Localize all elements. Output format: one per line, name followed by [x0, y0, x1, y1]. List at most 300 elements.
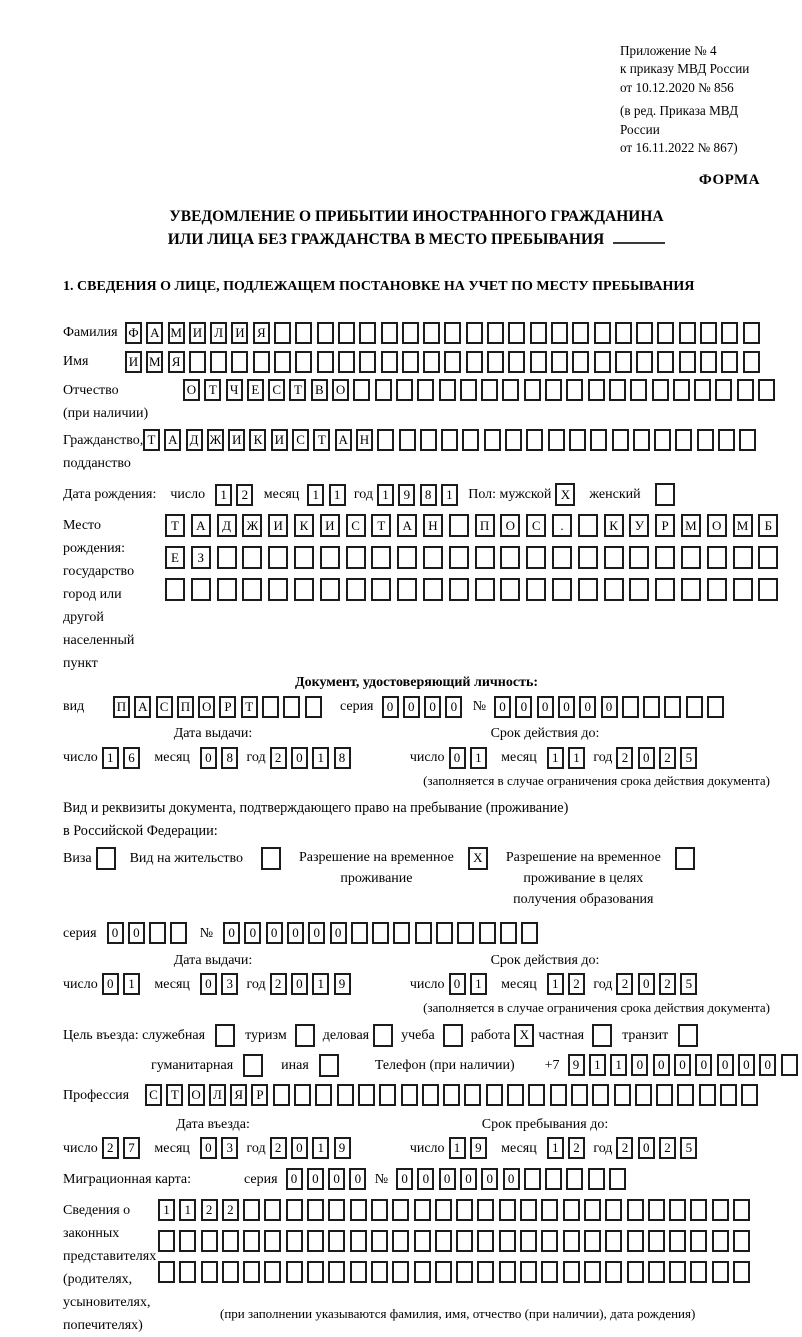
char-box[interactable] — [268, 578, 288, 601]
char-box[interactable] — [359, 322, 376, 344]
char-box[interactable] — [466, 351, 483, 373]
char-box[interactable] — [392, 1230, 409, 1252]
char-box[interactable] — [550, 1084, 567, 1106]
char-box[interactable] — [464, 1084, 481, 1106]
char-box[interactable]: 5 — [680, 1137, 697, 1159]
char-box[interactable] — [423, 322, 440, 344]
char-box[interactable] — [712, 1261, 729, 1283]
char-box[interactable]: 0 — [403, 696, 420, 718]
char-box[interactable] — [217, 578, 237, 601]
char-box[interactable]: С — [268, 379, 285, 401]
char-box[interactable]: 0 — [349, 1168, 366, 1190]
char-box[interactable] — [477, 1199, 494, 1221]
char-box[interactable] — [551, 351, 568, 373]
char-box[interactable] — [700, 322, 717, 344]
char-box[interactable] — [669, 1261, 686, 1283]
char-box[interactable] — [479, 922, 496, 944]
char-box[interactable] — [648, 1230, 665, 1252]
char-box[interactable] — [414, 1261, 431, 1283]
char-box[interactable] — [462, 429, 479, 451]
char-box[interactable]: М — [146, 351, 163, 373]
char-box[interactable] — [481, 379, 498, 401]
char-box[interactable] — [96, 847, 116, 870]
char-box[interactable]: Т — [241, 696, 258, 718]
char-box[interactable]: 1 — [568, 747, 585, 769]
char-box[interactable] — [677, 1084, 694, 1106]
char-box[interactable] — [499, 1199, 516, 1221]
char-box[interactable]: 2 — [201, 1199, 218, 1221]
char-box[interactable] — [443, 1084, 460, 1106]
char-box[interactable] — [541, 1199, 558, 1221]
char-box[interactable] — [548, 429, 565, 451]
char-box[interactable] — [609, 1168, 626, 1190]
char-box[interactable]: 0 — [717, 1054, 734, 1076]
char-box[interactable]: О — [707, 514, 727, 537]
char-box[interactable] — [720, 1084, 737, 1106]
char-box[interactable] — [615, 351, 632, 373]
char-box[interactable] — [675, 847, 695, 870]
char-box[interactable] — [350, 1261, 367, 1283]
char-box[interactable] — [397, 578, 417, 601]
char-box[interactable] — [678, 1024, 698, 1047]
char-box[interactable] — [273, 1084, 290, 1106]
char-box[interactable] — [629, 546, 649, 569]
char-box[interactable]: 0 — [200, 747, 217, 769]
char-box[interactable] — [393, 922, 410, 944]
char-box[interactable] — [733, 1261, 750, 1283]
char-box[interactable] — [417, 379, 434, 401]
char-box[interactable]: 2 — [270, 1137, 287, 1159]
char-box[interactable] — [222, 1261, 239, 1283]
char-box[interactable] — [487, 351, 504, 373]
char-box[interactable]: И — [189, 322, 206, 344]
char-box[interactable]: О — [188, 1084, 205, 1106]
char-box[interactable]: Ж — [242, 514, 262, 537]
char-box[interactable]: 2 — [222, 1199, 239, 1221]
char-box[interactable]: 0 — [449, 973, 466, 995]
char-box[interactable] — [690, 1230, 707, 1252]
char-box[interactable]: 0 — [738, 1054, 755, 1076]
char-box[interactable] — [552, 578, 572, 601]
char-box[interactable]: 0 — [424, 696, 441, 718]
char-box[interactable] — [590, 429, 607, 451]
char-box[interactable] — [690, 1199, 707, 1221]
char-box[interactable]: И — [231, 322, 248, 344]
char-box[interactable]: 7 — [123, 1137, 140, 1159]
char-box[interactable] — [737, 379, 754, 401]
char-box[interactable]: 0 — [308, 922, 325, 944]
char-box[interactable]: А — [335, 429, 352, 451]
char-box[interactable] — [477, 1261, 494, 1283]
char-box[interactable]: 5 — [680, 747, 697, 769]
char-box[interactable]: 0 — [638, 1137, 655, 1159]
char-box[interactable] — [604, 546, 624, 569]
char-box[interactable] — [630, 379, 647, 401]
char-box[interactable] — [721, 351, 738, 373]
char-box[interactable]: 0 — [445, 696, 462, 718]
char-box[interactable]: 1 — [307, 484, 324, 506]
char-box[interactable] — [328, 1230, 345, 1252]
char-box[interactable] — [627, 1230, 644, 1252]
char-box[interactable] — [392, 1199, 409, 1221]
char-box[interactable]: 2 — [659, 973, 676, 995]
char-box[interactable]: 1 — [102, 747, 119, 769]
char-box[interactable]: О — [332, 379, 349, 401]
char-box[interactable] — [243, 1261, 260, 1283]
char-box[interactable] — [353, 379, 370, 401]
char-box[interactable] — [477, 1230, 494, 1252]
char-box[interactable] — [605, 1199, 622, 1221]
char-box[interactable]: 0 — [631, 1054, 648, 1076]
char-box[interactable]: А — [164, 429, 181, 451]
char-box[interactable]: 1 — [312, 747, 329, 769]
char-box[interactable] — [669, 1230, 686, 1252]
char-box[interactable]: Н — [423, 514, 443, 537]
char-box[interactable] — [317, 351, 334, 373]
char-box[interactable]: 6 — [123, 747, 140, 769]
char-box[interactable]: 0 — [601, 696, 618, 718]
char-box[interactable] — [552, 546, 572, 569]
char-box[interactable] — [375, 379, 392, 401]
char-box[interactable] — [657, 322, 674, 344]
char-box[interactable] — [563, 1230, 580, 1252]
char-box[interactable] — [707, 578, 727, 601]
char-box[interactable] — [604, 578, 624, 601]
char-box[interactable] — [320, 546, 340, 569]
char-box[interactable] — [545, 379, 562, 401]
char-box[interactable] — [520, 1230, 537, 1252]
char-box[interactable] — [521, 922, 538, 944]
char-box[interactable]: К — [249, 429, 266, 451]
char-box[interactable] — [588, 379, 605, 401]
char-box[interactable] — [566, 379, 583, 401]
char-box[interactable] — [359, 351, 376, 373]
char-box[interactable]: Ж — [207, 429, 224, 451]
char-box[interactable] — [699, 1084, 716, 1106]
char-box[interactable]: 0 — [107, 922, 124, 944]
char-box[interactable]: 1 — [441, 484, 458, 506]
char-box[interactable] — [743, 322, 760, 344]
char-box[interactable]: 1 — [123, 973, 140, 995]
char-box[interactable] — [286, 1261, 303, 1283]
char-box[interactable]: 0 — [244, 922, 261, 944]
char-box[interactable]: 1 — [312, 973, 329, 995]
char-box[interactable]: Е — [247, 379, 264, 401]
char-box[interactable] — [191, 578, 211, 601]
char-box[interactable] — [201, 1261, 218, 1283]
char-box[interactable]: С — [156, 696, 173, 718]
char-box[interactable]: 8 — [221, 747, 238, 769]
char-box[interactable]: 0 — [503, 1168, 520, 1190]
char-box[interactable] — [508, 351, 525, 373]
char-box[interactable] — [758, 379, 775, 401]
char-box[interactable]: 0 — [396, 1168, 413, 1190]
char-box[interactable] — [508, 322, 525, 344]
char-box[interactable] — [441, 429, 458, 451]
char-box[interactable] — [594, 322, 611, 344]
char-box[interactable] — [423, 351, 440, 373]
char-box[interactable] — [712, 1199, 729, 1221]
char-box[interactable] — [578, 514, 598, 537]
char-box[interactable] — [655, 578, 675, 601]
char-box[interactable] — [414, 1199, 431, 1221]
char-box[interactable] — [243, 1054, 263, 1077]
char-box[interactable] — [500, 546, 520, 569]
char-box[interactable]: 0 — [695, 1054, 712, 1076]
char-box[interactable] — [681, 546, 701, 569]
char-box[interactable]: 1 — [470, 747, 487, 769]
char-box[interactable]: П — [475, 514, 495, 537]
char-box[interactable] — [622, 696, 639, 718]
char-box[interactable] — [371, 1199, 388, 1221]
char-box[interactable] — [505, 429, 522, 451]
char-box[interactable]: К — [604, 514, 624, 537]
char-box[interactable]: 0 — [449, 747, 466, 769]
char-box[interactable] — [243, 1199, 260, 1221]
char-box[interactable] — [402, 351, 419, 373]
char-box[interactable] — [707, 546, 727, 569]
char-box[interactable]: И — [268, 514, 288, 537]
char-box[interactable]: Л — [210, 322, 227, 344]
char-box[interactable]: 0 — [537, 696, 554, 718]
char-box[interactable] — [397, 546, 417, 569]
char-box[interactable] — [274, 322, 291, 344]
char-box[interactable] — [664, 696, 681, 718]
char-box[interactable]: Т — [165, 514, 185, 537]
char-box[interactable] — [346, 546, 366, 569]
char-box[interactable]: 3 — [221, 973, 238, 995]
char-box[interactable]: И — [320, 514, 340, 537]
char-box[interactable]: Р — [251, 1084, 268, 1106]
char-box[interactable] — [655, 483, 675, 506]
char-box[interactable] — [315, 1084, 332, 1106]
char-box[interactable]: Ч — [226, 379, 243, 401]
char-box[interactable]: 0 — [291, 973, 308, 995]
char-box[interactable]: 0 — [291, 747, 308, 769]
char-box[interactable] — [679, 351, 696, 373]
char-box[interactable] — [733, 546, 753, 569]
char-box[interactable] — [690, 1261, 707, 1283]
char-box[interactable]: С — [526, 514, 546, 537]
char-box[interactable] — [721, 322, 738, 344]
char-box[interactable]: X — [468, 847, 488, 870]
char-box[interactable] — [741, 1084, 758, 1106]
char-box[interactable]: 1 — [215, 484, 232, 506]
char-box[interactable] — [444, 322, 461, 344]
char-box[interactable]: 9 — [568, 1054, 585, 1076]
char-box[interactable]: 1 — [470, 973, 487, 995]
char-box[interactable] — [320, 578, 340, 601]
char-box[interactable] — [215, 1024, 235, 1047]
char-box[interactable]: 3 — [221, 1137, 238, 1159]
char-box[interactable] — [371, 1261, 388, 1283]
char-box[interactable] — [371, 546, 391, 569]
char-box[interactable]: Е — [165, 546, 185, 569]
char-box[interactable] — [338, 351, 355, 373]
char-box[interactable] — [500, 578, 520, 601]
char-box[interactable] — [443, 1024, 463, 1047]
char-box[interactable]: 2 — [616, 1137, 633, 1159]
char-box[interactable]: О — [500, 514, 520, 537]
char-box[interactable] — [669, 1199, 686, 1221]
char-box[interactable] — [592, 1084, 609, 1106]
char-box[interactable] — [487, 322, 504, 344]
char-box[interactable] — [715, 379, 732, 401]
char-box[interactable] — [305, 696, 322, 718]
char-box[interactable] — [681, 578, 701, 601]
char-box[interactable] — [500, 922, 517, 944]
char-box[interactable] — [569, 429, 586, 451]
char-box[interactable] — [261, 847, 281, 870]
char-box[interactable] — [566, 1168, 583, 1190]
char-box[interactable] — [609, 379, 626, 401]
char-box[interactable] — [319, 1054, 339, 1077]
char-box[interactable] — [381, 322, 398, 344]
char-box[interactable]: У — [629, 514, 649, 537]
char-box[interactable]: 9 — [398, 484, 415, 506]
char-box[interactable] — [201, 1230, 218, 1252]
char-box[interactable]: Б — [758, 514, 778, 537]
char-box[interactable]: О — [198, 696, 215, 718]
char-box[interactable]: 1 — [547, 747, 564, 769]
char-box[interactable] — [294, 546, 314, 569]
char-box[interactable]: 1 — [312, 1137, 329, 1159]
char-box[interactable] — [399, 429, 416, 451]
char-box[interactable] — [673, 379, 690, 401]
char-box[interactable]: 0 — [558, 696, 575, 718]
char-box[interactable] — [733, 1230, 750, 1252]
char-box[interactable]: П — [177, 696, 194, 718]
char-box[interactable]: Т — [204, 379, 221, 401]
char-box[interactable] — [165, 578, 185, 601]
char-box[interactable]: С — [346, 514, 366, 537]
char-box[interactable] — [475, 546, 495, 569]
char-box[interactable]: 9 — [334, 973, 351, 995]
char-box[interactable] — [541, 1230, 558, 1252]
char-box[interactable] — [520, 1261, 537, 1283]
char-box[interactable] — [307, 1199, 324, 1221]
char-box[interactable] — [350, 1199, 367, 1221]
char-box[interactable] — [707, 696, 724, 718]
char-box[interactable] — [545, 1168, 562, 1190]
char-box[interactable]: 0 — [674, 1054, 691, 1076]
char-box[interactable] — [605, 1230, 622, 1252]
char-box[interactable] — [648, 1261, 665, 1283]
char-box[interactable] — [242, 578, 262, 601]
char-box[interactable]: 0 — [200, 1137, 217, 1159]
char-box[interactable] — [456, 1230, 473, 1252]
char-box[interactable]: 0 — [328, 1168, 345, 1190]
char-box[interactable]: З — [191, 546, 211, 569]
char-box[interactable] — [158, 1261, 175, 1283]
char-box[interactable]: В — [311, 379, 328, 401]
char-box[interactable]: Д — [217, 514, 237, 537]
char-box[interactable] — [486, 1084, 503, 1106]
char-box[interactable] — [592, 1024, 612, 1047]
char-box[interactable] — [460, 379, 477, 401]
char-box[interactable] — [530, 322, 547, 344]
char-box[interactable] — [502, 379, 519, 401]
char-box[interactable]: Р — [219, 696, 236, 718]
char-box[interactable]: К — [294, 514, 314, 537]
char-box[interactable] — [415, 922, 432, 944]
char-box[interactable] — [781, 1054, 798, 1076]
char-box[interactable] — [264, 1230, 281, 1252]
char-box[interactable]: 1 — [158, 1199, 175, 1221]
char-box[interactable] — [499, 1261, 516, 1283]
char-box[interactable] — [528, 1084, 545, 1106]
char-box[interactable] — [435, 1199, 452, 1221]
char-box[interactable] — [563, 1261, 580, 1283]
char-box[interactable]: А — [191, 514, 211, 537]
char-box[interactable]: 0 — [638, 747, 655, 769]
char-box[interactable] — [274, 351, 291, 373]
char-box[interactable] — [612, 429, 629, 451]
char-box[interactable]: 0 — [200, 973, 217, 995]
char-box[interactable] — [317, 322, 334, 344]
char-box[interactable]: 8 — [334, 747, 351, 769]
char-box[interactable] — [584, 1261, 601, 1283]
char-box[interactable] — [697, 429, 714, 451]
char-box[interactable]: 0 — [460, 1168, 477, 1190]
char-box[interactable]: Т — [166, 1084, 183, 1106]
char-box[interactable]: Ф — [125, 322, 142, 344]
char-box[interactable] — [381, 351, 398, 373]
char-box[interactable] — [526, 546, 546, 569]
char-box[interactable]: 2 — [270, 973, 287, 995]
char-box[interactable] — [712, 1230, 729, 1252]
char-box[interactable] — [524, 379, 541, 401]
char-box[interactable] — [614, 1084, 631, 1106]
char-box[interactable] — [295, 1024, 315, 1047]
char-box[interactable]: 0 — [291, 1137, 308, 1159]
char-box[interactable] — [377, 429, 394, 451]
char-box[interactable]: С — [145, 1084, 162, 1106]
char-box[interactable]: 2 — [659, 1137, 676, 1159]
char-box[interactable] — [423, 578, 443, 601]
char-box[interactable]: 5 — [680, 973, 697, 995]
char-box[interactable] — [396, 379, 413, 401]
char-box[interactable] — [733, 1199, 750, 1221]
char-box[interactable] — [444, 351, 461, 373]
char-box[interactable]: 2 — [568, 1137, 585, 1159]
char-box[interactable] — [264, 1199, 281, 1221]
char-box[interactable]: М — [733, 514, 753, 537]
char-box[interactable] — [149, 922, 166, 944]
char-box[interactable]: Я — [168, 351, 185, 373]
char-box[interactable] — [350, 1230, 367, 1252]
char-box[interactable] — [655, 546, 675, 569]
char-box[interactable] — [401, 1084, 418, 1106]
char-box[interactable]: 0 — [417, 1168, 434, 1190]
char-box[interactable] — [435, 1230, 452, 1252]
char-box[interactable]: 0 — [266, 922, 283, 944]
char-box[interactable] — [675, 429, 692, 451]
char-box[interactable] — [507, 1084, 524, 1106]
char-box[interactable] — [420, 429, 437, 451]
char-box[interactable] — [158, 1230, 175, 1252]
char-box[interactable]: Т — [289, 379, 306, 401]
char-box[interactable] — [594, 351, 611, 373]
char-box[interactable] — [328, 1261, 345, 1283]
char-box[interactable]: Т — [371, 514, 391, 537]
char-box[interactable] — [605, 1261, 622, 1283]
char-box[interactable] — [264, 1261, 281, 1283]
char-box[interactable] — [627, 1199, 644, 1221]
char-box[interactable] — [694, 379, 711, 401]
char-box[interactable] — [371, 1230, 388, 1252]
char-box[interactable]: 0 — [287, 922, 304, 944]
